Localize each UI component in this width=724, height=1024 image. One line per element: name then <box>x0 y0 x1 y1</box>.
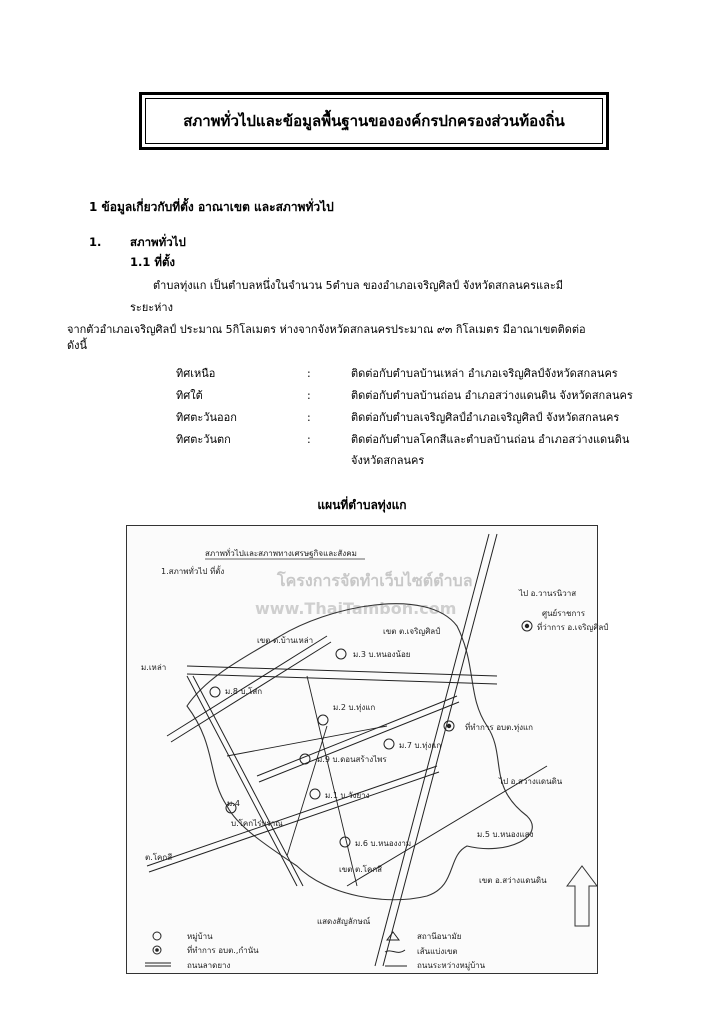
boundary-text: ติดต่อกับตำบลโคกสีและตำบลบ้านถ่อน อำเภอสว่างแดนดิน <box>351 433 630 446</box>
map-image <box>126 525 609 974</box>
map-watermark-2: www.ThaiTambon.com <box>255 599 457 618</box>
boundary-sep: : <box>307 433 311 446</box>
boundary-direction: ทิศตะวันออก <box>176 411 237 424</box>
paragraph-line-4: ดังนี้ <box>67 339 88 352</box>
paragraph-line-2: ระยะห่าง <box>130 301 173 314</box>
boundary-text: ติดต่อกับตำบลบ้านเหล่า อำเภอเจริญศิลป์จังหวัดสกลนคร <box>351 367 618 380</box>
boundary-direction: ทิศเหนือ <box>176 367 216 380</box>
section-heading: 1 ข้อมูลเกี่ยวกับที่ตั้ง อาณาเขต และสภาพทั่วไป <box>89 200 334 214</box>
map-label-m2: ม.2 บ.ทุ่งแก <box>333 703 376 712</box>
map-label-m8: ม.8 บ.โสก <box>225 687 263 696</box>
map-watermark-1: โครงการจัดทำเว็บไซต์ตำบล <box>277 571 473 590</box>
map-label-m4-name: บ.โคกไร่บราณ <box>231 819 283 828</box>
map-label-west-boundary: ต.โคกสี <box>145 853 173 862</box>
map-label-gov-center: ศูนย์ราชการ <box>542 609 586 618</box>
sub-sub-heading: 1.1 ที่ตั้ง <box>130 255 176 269</box>
map-label-m6: ม.6 บ.หนองงาม <box>355 839 412 848</box>
map-label-office: ที่ทำการ อบต.ทุ่งแก <box>465 723 534 732</box>
map-label-m9: ม.9 บ.ดอนสร้างไพร <box>317 755 387 764</box>
map-legend-village: หมู่บ้าน <box>187 932 213 941</box>
map-label-to-sawang: ไป อ.สว่างแดนดิน <box>499 777 563 786</box>
map-drawing <box>127 526 609 973</box>
title-box <box>139 92 609 150</box>
boundary-text-cont: จังหวัดสกลนคร <box>351 454 425 467</box>
map-subheader: 1.สภาพทั่วไป ที่ตั้ง <box>161 567 225 576</box>
map-caption: แผนที่ตำบลทุ่งแก <box>317 498 407 512</box>
map-label-west-edge: ม.เหล่า <box>141 663 167 672</box>
page-title: สภาพทั่วไปและข้อมูลพื้นฐานขององค์กรปกครองส่วนท้องถิ่น <box>183 112 565 130</box>
map-label-m3: ม.3 บ.หนองน้อย <box>353 650 411 659</box>
map-legend-road: ถนนลาดยาง <box>187 961 231 970</box>
map-legend-title: แสดงสัญลักษณ์ <box>317 917 371 926</box>
boundary-sep: : <box>307 367 311 380</box>
boundary-direction: ทิศใต้ <box>176 389 203 402</box>
map-label-m4: ม.4 <box>227 799 240 808</box>
map-label-m1: ม.1 บ.วังยาง <box>325 791 370 800</box>
map-label-sw-boundary: เขต ต.โคกสี <box>339 865 383 874</box>
map-legend-office: ที่ทำการ อบต.,กำนัน <box>187 946 259 955</box>
sub-number: 1. <box>89 235 102 249</box>
boundary-sep: : <box>307 411 311 424</box>
boundary-text: ติดต่อกับตำบลเจริญศิลป์อำเภอเจริญศิลป์ จังหวัดสกลนคร <box>351 411 620 424</box>
map-label-district-office: ที่ว่าการ อ.เจริญศิลป์ <box>537 623 609 632</box>
map-label-m7: ม.7 บ.ทุ่งแก <box>399 741 442 750</box>
title-box-inner <box>145 98 603 144</box>
map-label-ne-boundary: เขต ต.เจริญศิลป์ <box>383 627 441 636</box>
map-header: สภาพทั่วไปและสภาพทางเศรษฐกิจและสังคม <box>205 549 357 558</box>
boundary-sep: : <box>307 389 311 402</box>
map-legend-road2: ถนนระหว่างหมู่บ้าน <box>417 961 486 970</box>
map-label-south-boundary: เขต อ.สว่างแดนดิน <box>479 876 547 885</box>
map-legend-school: สถานีอนามัย <box>417 932 462 941</box>
map-label-m5: ม.5 บ.หนองแสง <box>477 830 534 839</box>
map-legend-boundary: เส้นแบ่งเขต <box>417 947 458 956</box>
sub-heading: สภาพทั่วไป <box>130 235 186 249</box>
boundary-text: ติดต่อกับตำบลบ้านถ่อน อำเภอสว่างแดนดิน จังหวัดสกลนคร <box>351 389 633 402</box>
boundary-direction: ทิศตะวันตก <box>176 433 231 446</box>
paragraph-line-1: ตำบลทุ่งแก เป็นตำบลหนึ่งในจำนวน 5ตำบล ของอำเภอเจริญศิลป์ จังหวัดสกลนครและมี <box>153 279 563 292</box>
map-label-to-wanon: ไป อ.วานรนิวาส <box>519 589 577 598</box>
map-label-north-boundary: เขต ต.บ้านเหล่า <box>257 636 314 645</box>
paragraph-line-3: จากตัวอำเภอเจริญศิลป์ ประมาณ 5กิโลเมตร ห่างจากจังหวัดสกลนครประมาณ ๙๓ กิโลเมตร มีอาณาเขตติดต่อ <box>67 323 586 336</box>
